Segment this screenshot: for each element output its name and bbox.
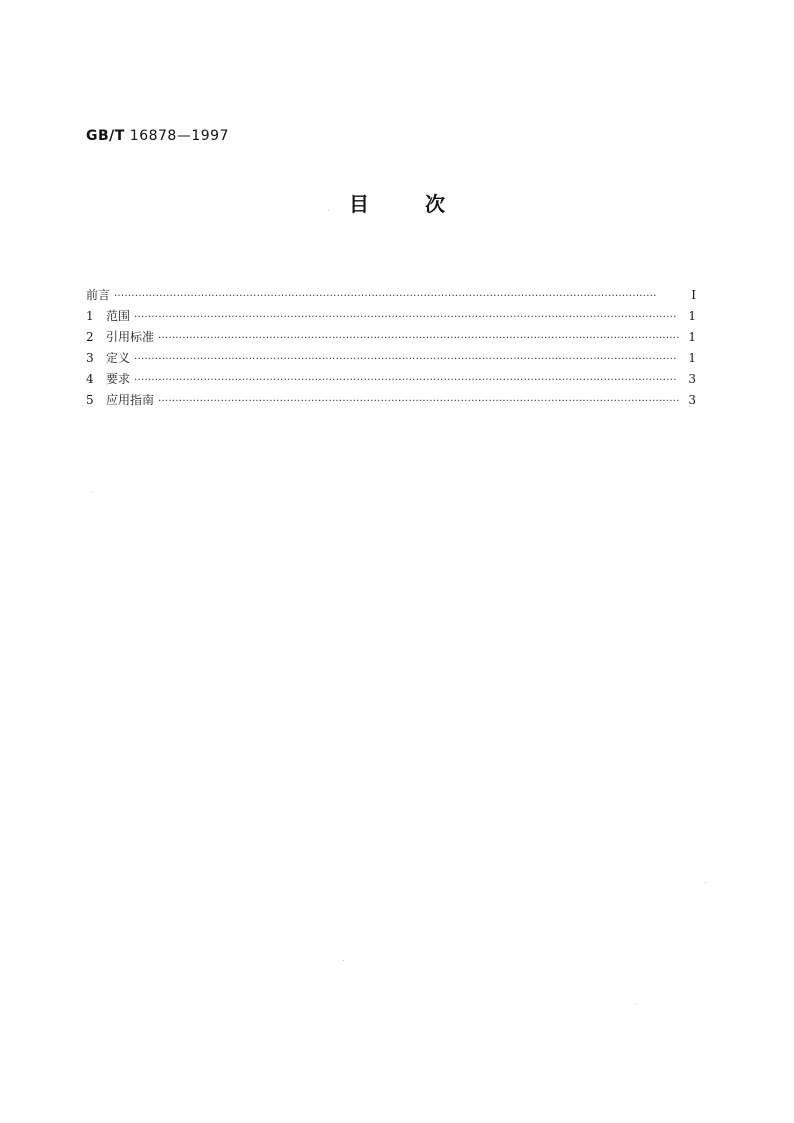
toc-entry-label: 前言 [86,288,111,302]
toc-heading-char-1: 目 [349,192,369,216]
toc-entry-page: 1 [688,351,696,365]
toc-entry-number: 1 [86,309,94,323]
scan-speck [92,492,93,493]
scan-speck [343,960,344,961]
toc-entry-page: 3 [688,372,696,386]
standard-number: 16878—1997 [129,128,229,144]
toc-leader-dots [158,396,680,407]
toc-entry-application-guide[interactable] [86,391,696,412]
toc-entry-normative-references[interactable] [86,328,696,349]
toc-entry-page: 1 [688,330,696,344]
toc-heading [0,188,794,217]
toc-entry-page: 1 [688,309,696,323]
toc-entry-label: 要求 [106,372,131,386]
table-of-contents [86,286,696,412]
toc-entry-number: 3 [86,351,94,365]
toc-leader-dots [134,354,680,365]
toc-entry-page: I [691,288,696,302]
standard-prefix: GB/T [86,128,125,144]
toc-entry-label: 范围 [106,309,131,323]
toc-leader-dots [158,333,680,344]
toc-heading-char-2: 次 [425,192,445,216]
toc-entry-foreword[interactable] [86,286,696,307]
toc-entry-label: 定义 [106,351,131,365]
toc-entry-label: 引用标准 [106,330,155,344]
toc-entry-number: 4 [86,372,94,386]
toc-leader-dots [114,291,680,302]
toc-entry-number: 2 [86,330,94,344]
toc-entry-label: 应用指南 [106,393,155,407]
scan-speck [328,210,329,211]
scan-speck [636,1003,637,1004]
toc-leader-dots [134,312,680,323]
scan-speck [705,882,706,883]
toc-entry-number: 5 [86,393,94,407]
toc-entry-definitions[interactable] [86,349,696,370]
standard-code [86,128,229,144]
toc-entry-scope[interactable] [86,307,696,328]
toc-leader-dots [134,375,680,386]
toc-entry-requirements[interactable] [86,370,696,391]
toc-entry-page: 3 [688,393,696,407]
